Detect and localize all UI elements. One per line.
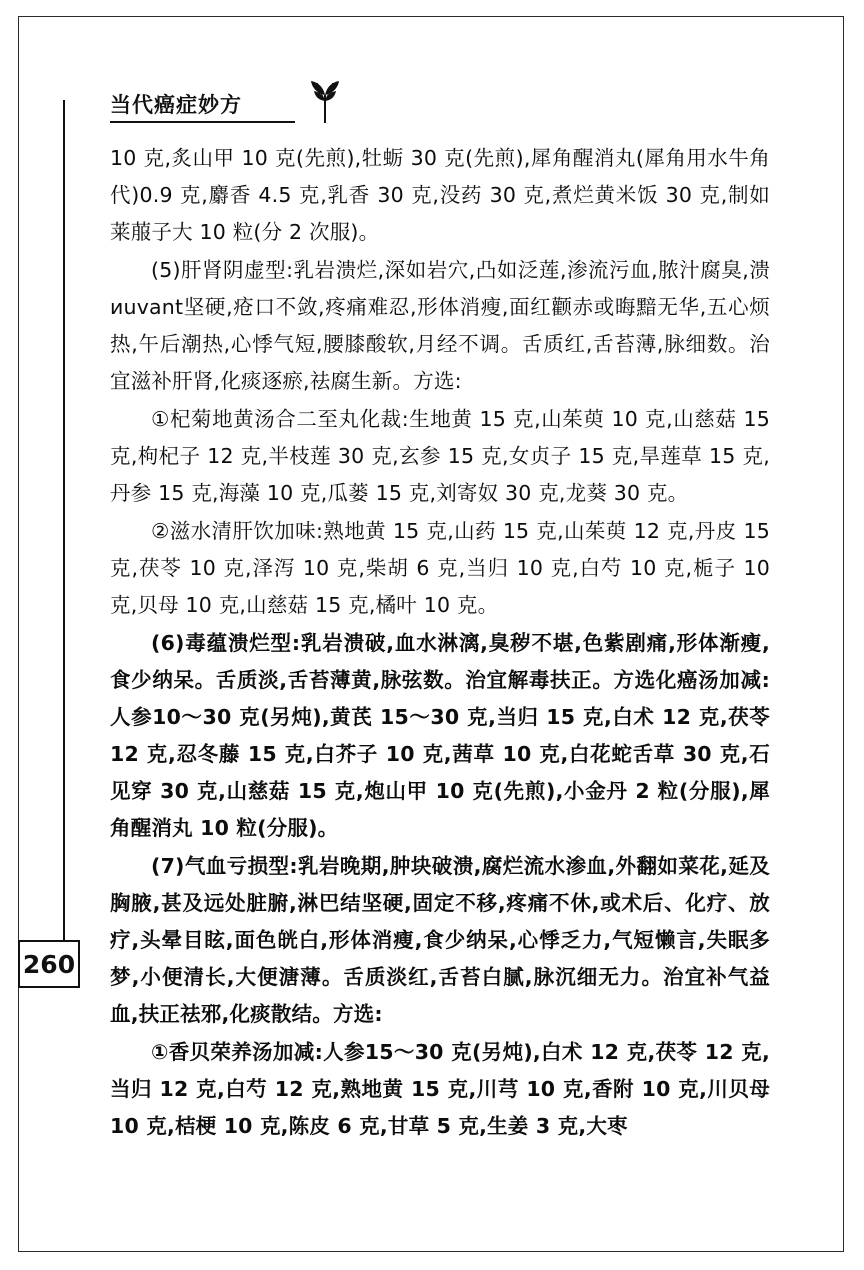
leaf-ornament-icon xyxy=(302,79,350,125)
page-header xyxy=(110,85,810,131)
paragraph: 10 克,炙山甲 10 克(先煎),牡蛎 30 克(先煎),犀角醒消丸(犀角用水牛角代)0.9 克,麝香 4.5 克,乳香 30 克,没药 30 克,煮烂黄米饭 30 克,制如莱菔子大 10 粒(分 2 次服)。 xyxy=(110,146,770,244)
paragraph: (5)肝肾阴虚型:乳岩溃烂,深如岩穴,凸如泛莲,渗流污血,脓汁腐臭,溃иuvant坚硬,疮口不敛,疼痛难忍,形体消瘦,面红颧赤或晦黯无华,五心烦热,午后潮热,心悸气短,腰膝酸软,月经不调。舌质红,舌苔薄,脉细数。治宜滋补肝肾,化痰逐瘀,祛腐生新。方选: xyxy=(110,258,770,393)
paragraph: ②滋水清肝饮加味:熟地黄 15 克,山药 15 克,山茱萸 12 克,丹皮 15 克,茯苓 10 克,泽泻 10 克,柴胡 6 克,当归 10 克,白芍 10 克,栀子 10 克,贝母 10 克,山慈菇 15 克,橘叶 10 克。 xyxy=(110,519,770,617)
paragraph: (6)毒蕴溃烂型:乳岩溃破,血水淋漓,臭秽不堪,色紫剧痛,形体渐瘦,食少纳呆。舌质淡,舌苔薄黄,脉弦数。治宜解毒扶正。方选化癌汤加减:人参10～30 克(另炖),黄芪 15～30 克,当归 15 克,白术 12 克,茯苓 12 克,忍冬藤 15 克,白芥子 10 克,茜草 10 克,白花蛇舌草 30 克,石见穿 30 克,山慈菇 15 克,炮山甲 10 克(先煎),小金丹 2 粒(分服),犀角醒消丸 10 粒(分服)。 xyxy=(110,631,770,840)
header-underline xyxy=(110,121,295,123)
paragraph: ①杞菊地黄汤合二至丸化裁:生地黄 15 克,山茱萸 10 克,山慈菇 15 克,枸杞子 12 克,半枝莲 30 克,玄参 15 克,女贞子 15 克,旱莲草 15 克,丹参 15 克,海藻 10 克,瓜蒌 15 克,刘寄奴 30 克,龙葵 30 克。 xyxy=(110,407,770,505)
paragraph: ①香贝荣养汤加减:人参15～30 克(另炖),白术 12 克,茯苓 12 克,当归 12 克,白芍 12 克,熟地黄 15 克,川芎 10 克,香附 10 克,川贝母 10 克,桔梗 10 克,陈皮 6 克,甘草 5 克,生姜 3 克,大枣 xyxy=(110,1040,770,1138)
paragraph: (7)气血亏损型:乳岩晚期,肿块破溃,腐烂流水渗血,外翻如菜花,延及胸腋,甚及远处脏腑,淋巴结坚硬,固定不移,疼痛不休,或术后、化疗、放疗,头晕目眩,面色㿠白,形体消瘦,食少纳呆,心悸乏力,气短懒言,失眠多梦,小便清长,大便溏薄。舌质淡红,舌苔白腻,脉沉细无力。治宜补气益血,扶正祛邪,化痰散结。方选: xyxy=(110,854,770,1026)
page-number: 260 xyxy=(18,940,80,988)
page-body xyxy=(110,140,770,1146)
margin-vertical-rule xyxy=(63,100,65,940)
book-title: 当代癌症妙方 xyxy=(110,93,242,117)
